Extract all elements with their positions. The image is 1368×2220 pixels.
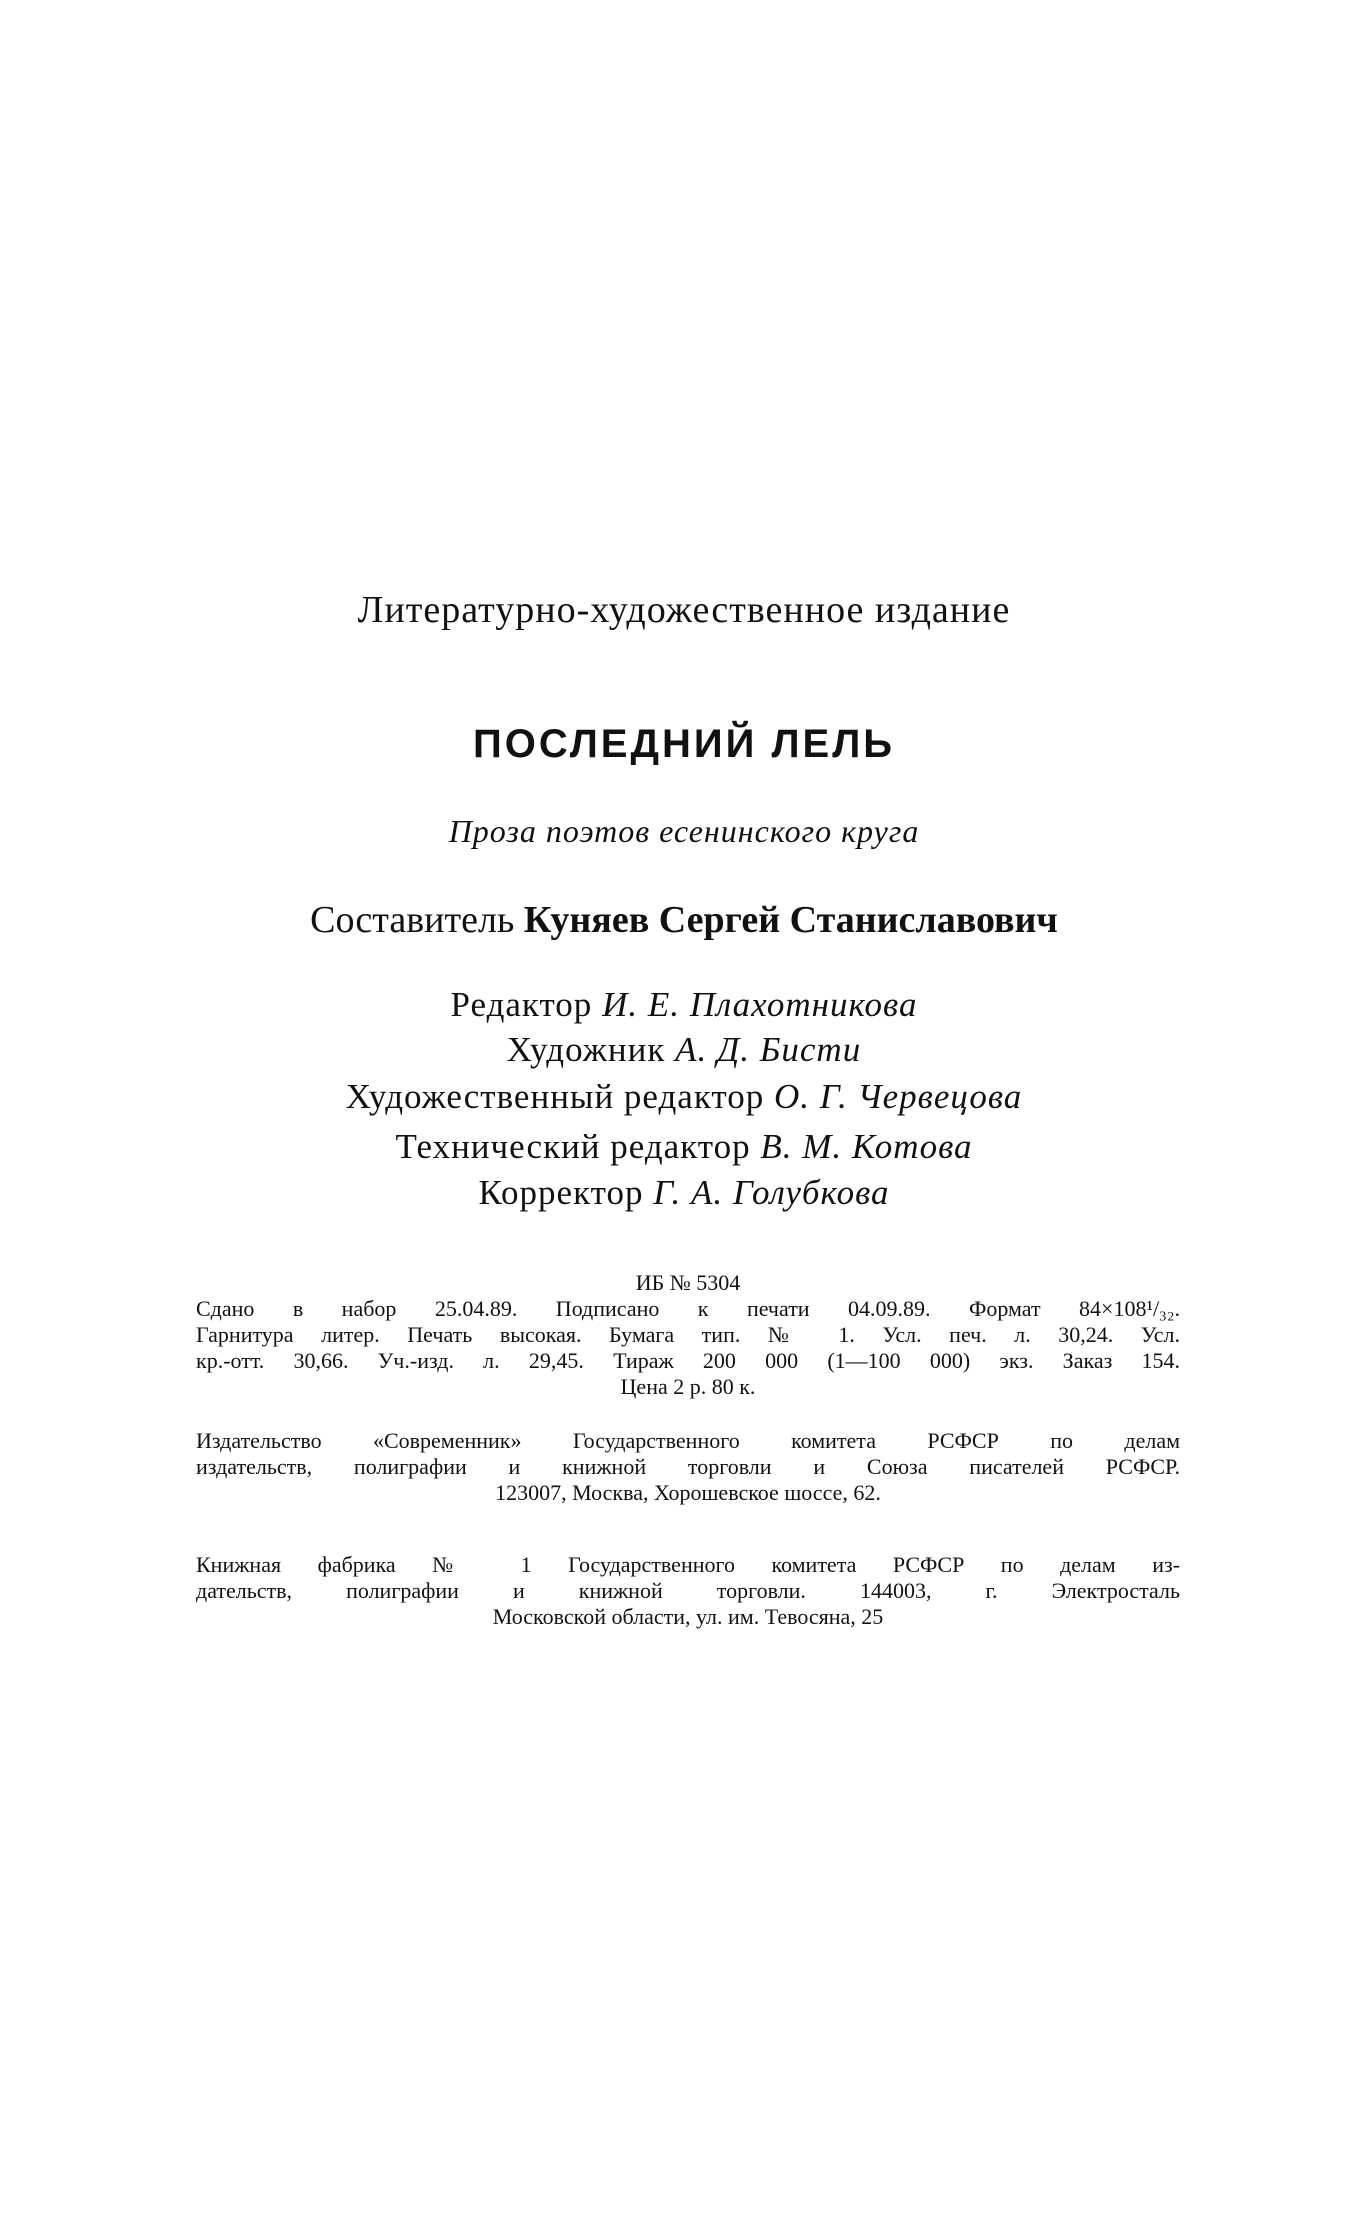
- credit-role: Технический редактор: [395, 1127, 751, 1166]
- publisher-line: Издательство «Современник» Государственного комитета РСФСР по делам: [196, 1428, 1180, 1453]
- credit-editor: [0, 985, 1368, 1025]
- print-details: [196, 1270, 1180, 1400]
- book-subtitle: Проза поэтов есенинского круга: [448, 813, 920, 849]
- compiler-line: [0, 898, 1368, 942]
- publisher-info: [196, 1428, 1180, 1506]
- publisher-address: 123007, Москва, Хорошевское шоссе, 62.: [495, 1480, 881, 1505]
- price: Цена 2 р. 80 к.: [620, 1374, 756, 1399]
- credit-person: В. М. Котова: [760, 1127, 973, 1166]
- credit-person: А. Д. Бисти: [675, 1030, 862, 1069]
- book-title: ПОСЛЕДНИЙ ЛЕЛЬ: [472, 722, 896, 766]
- compiler-label: Составитель: [310, 899, 515, 941]
- credit-tech-editor: [0, 1127, 1368, 1167]
- print-details-line: Гарнитура литер. Печать высокая. Бумага тип. № 1. Усл. печ. л. 30,24. Усл.: [196, 1322, 1180, 1347]
- credit-person: И. Е. Плахотникова: [602, 985, 918, 1024]
- printer-info: [196, 1552, 1180, 1630]
- print-details-line: Сдано в набор 25.04.89. Подписано к печати 04.09.89. Формат 84×108¹/₃₂.: [196, 1296, 1180, 1321]
- publisher-line: издательств, полиграфии и книжной торговли и Союза писателей РСФСР.: [196, 1454, 1180, 1479]
- credit-person: О. Г. Червецова: [773, 1077, 1023, 1116]
- credit-proofreader: [0, 1173, 1368, 1213]
- printer-line: дательств, полиграфии и книжной торговли. 144003, г. Электросталь: [196, 1578, 1180, 1603]
- printer-address: Московской области, ул. им. Тевосяна, 25: [492, 1604, 884, 1629]
- credit-role: Корректор: [478, 1173, 644, 1212]
- credit-artist: [0, 1030, 1368, 1070]
- credit-person: Г. А. Голубкова: [653, 1173, 890, 1212]
- edition-type: Литературно-художественное издание: [357, 589, 1011, 631]
- credit-role: Художественный редактор: [345, 1077, 765, 1116]
- print-details-line: кр.-отт. 30,66. Уч.-изд. л. 29,45. Тираж 200 000 (1—100 000) экз. Заказ 154.: [196, 1348, 1180, 1373]
- credit-art-editor: [0, 1077, 1368, 1117]
- credit-role: Редактор: [450, 985, 593, 1024]
- credit-role: Художник: [506, 1030, 666, 1069]
- compiler-name: Куняев Сергей Станиславович: [523, 899, 1058, 941]
- ib-number: ИБ № 5304: [635, 1270, 741, 1295]
- printer-line: Книжная фабрика № 1 Государственного комитета РСФСР по делам из-: [196, 1552, 1180, 1577]
